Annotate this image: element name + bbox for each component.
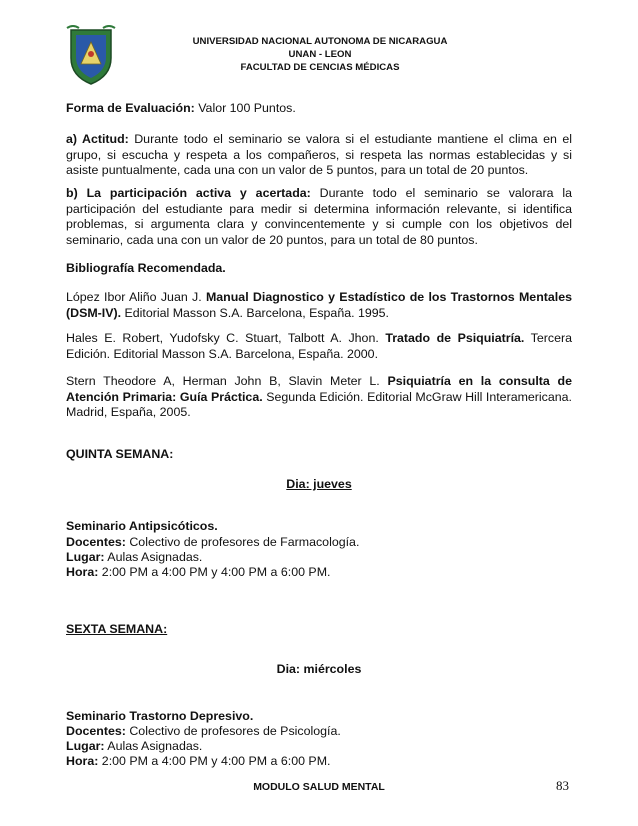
actitud-paragraph bbox=[66, 132, 572, 179]
lugar-value: Aulas Asignadas. bbox=[104, 739, 203, 753]
participacion-paragraph bbox=[66, 186, 572, 248]
hora-value: 2:00 PM a 4:00 PM y 4:00 PM a 6:00 PM. bbox=[98, 565, 331, 579]
week5-seminar-title: Seminario Antipsicóticos. bbox=[66, 519, 218, 533]
week6-seminar-title: Seminario Trastorno Depresivo. bbox=[66, 709, 254, 723]
entry-publisher: Tercera Edición. Editorial Masson S.A. Barcelona, España. 2000. bbox=[66, 331, 572, 361]
bibliography-heading: Bibliografía Recomendada. bbox=[66, 261, 226, 275]
hora-label: Hora: bbox=[66, 754, 99, 768]
entry-publisher: Segunda Edición. Editorial McGraw Hill Interamericana. Madrid, España, 2005. bbox=[66, 389, 572, 420]
bibliography-entry bbox=[66, 290, 572, 321]
participacion-label: b) La participación activa y acertada: bbox=[66, 186, 311, 200]
university-name: UNIVERSIDAD NACIONAL AUTONOMA DE NICARAGUA bbox=[192, 36, 448, 47]
evaluation-label: Forma de Evaluación: bbox=[66, 101, 195, 115]
footer-module-title: MODULO SALUD MENTAL bbox=[253, 781, 385, 793]
week5-docentes bbox=[66, 535, 572, 551]
week6-hora bbox=[66, 754, 572, 770]
page-number: 83 bbox=[556, 778, 569, 793]
actitud-label: a) Actitud: bbox=[66, 132, 129, 146]
docentes-value: Colectivo de profesores de Psicología. bbox=[125, 724, 341, 738]
bibliography-entry bbox=[66, 331, 572, 362]
week5-lugar bbox=[66, 550, 572, 566]
lugar-label: Lugar: bbox=[66, 739, 105, 753]
docentes-label: Docentes: bbox=[66, 535, 126, 549]
evaluation-line bbox=[66, 101, 572, 117]
week5-heading: QUINTA SEMANA: bbox=[66, 447, 174, 461]
hora-value: 2:00 PM a 4:00 PM y 4:00 PM a 6:00 PM. bbox=[98, 754, 331, 768]
lugar-label: Lugar: bbox=[66, 550, 105, 564]
docentes-value: Colectivo de profesores de Farmacología. bbox=[125, 535, 360, 549]
week6-day: Dia: miércoles bbox=[276, 662, 362, 676]
bibliography-entry bbox=[66, 374, 572, 421]
week5-hora bbox=[66, 565, 572, 581]
entry-title: Manual Diagnostico y Estadístico de los Trastornos Mentales (DSM-IV). bbox=[66, 290, 572, 320]
entry-authors: Hales E. Robert, Yudofsky C. Stuart, Talbott A. Jhon. bbox=[66, 331, 386, 345]
week6-docentes bbox=[66, 724, 572, 740]
entry-publisher: Editorial Masson S.A. Barcelona, España. 1995. bbox=[121, 305, 389, 320]
university-seal-icon bbox=[63, 24, 119, 88]
week5-day: Dia: jueves bbox=[286, 477, 352, 491]
docentes-label: Docentes: bbox=[66, 724, 126, 738]
week6-lugar bbox=[66, 739, 572, 755]
lugar-value: Aulas Asignadas. bbox=[104, 550, 203, 564]
entry-title: Tratado de Psiquiatría. bbox=[385, 331, 525, 345]
hora-label: Hora: bbox=[66, 565, 99, 579]
week6-heading: SEXTA SEMANA: bbox=[66, 622, 168, 636]
actitud-text: Durante todo el seminario se valora si el estudiante mantiene el clima en el grupo, si escucha y respeta a los compañeros, si respeta las normas establecidas y si asiste puntualmente, cada una con un valor de 5 puntos, para un total de 20 puntos. bbox=[66, 132, 572, 178]
faculty-name: FACULTAD DE CENCIAS MÉDICAS bbox=[240, 62, 400, 73]
campus-name: UNAN - LEON bbox=[288, 49, 352, 60]
entry-title: Psiquiatría en la consulta de Atención Primaria: Guía Práctica. bbox=[66, 374, 572, 404]
entry-authors: López Ibor Aliño Juan J. bbox=[66, 290, 206, 304]
entry-authors: Stern Theodore A, Herman John B, Slavin Meter L. bbox=[66, 374, 388, 388]
participacion-text: Durante todo el seminario se valorara la participación del estudiante para medir si determina información relevante, si identifica problemas, si argumenta clara y convincentemente y si cumple con los objetivos del seminario, cada una con un valor de 20 puntos, para un total de 80 puntos. bbox=[66, 186, 572, 247]
evaluation-value: Valor 100 Puntos. bbox=[194, 101, 296, 115]
document-header bbox=[150, 35, 490, 74]
